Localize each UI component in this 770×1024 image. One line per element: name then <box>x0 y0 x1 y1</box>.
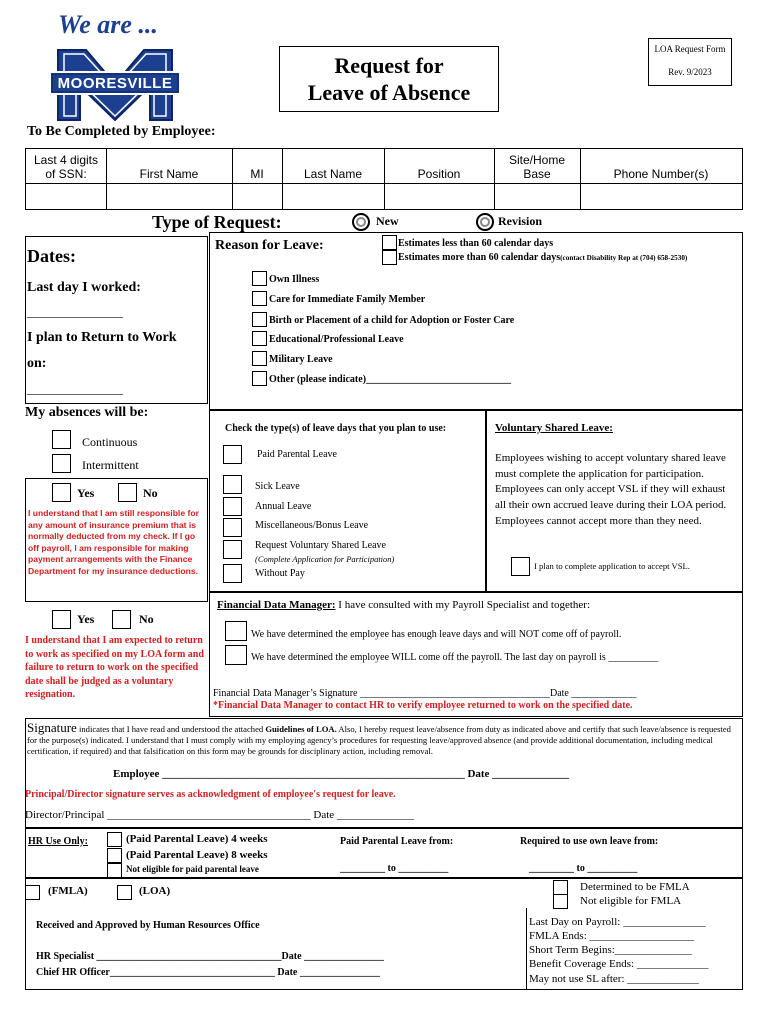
employee-signature-line[interactable]: Employee _______________________________________________________ Date ______________ <box>113 768 570 780</box>
duration-more-text: Estimates more than 60 calendar days <box>398 252 561 263</box>
reason-educational-checkbox[interactable] <box>252 331 267 346</box>
reason-military-checkbox[interactable] <box>252 351 267 366</box>
ppl-not-eligible-checkbox[interactable] <box>107 863 122 878</box>
reason-birth-checkbox[interactable] <box>252 312 267 327</box>
finance-option1-label: We have determined the employee has enough leave days and will NOT come off of payroll. <box>251 629 622 640</box>
finance-option1-checkbox[interactable] <box>225 621 247 641</box>
fmla-not-eligible-label: Not eligible for FMLA <box>580 895 682 907</box>
finance-intro: I have consulted with my Payroll Specialist and together: <box>338 599 591 611</box>
intermittent-label: Intermittent <box>82 458 139 472</box>
fmla-determined-checkbox[interactable] <box>553 880 568 895</box>
vsl-body: Employees wishing to accept voluntary shared leave must complete the application for participation. Employees can only accept VSL if they will exhaust all their own accrued leave during their LOA period. Employees cannot accept more than they need. <box>495 452 727 527</box>
vsl-request-checkbox[interactable] <box>223 540 242 559</box>
misc-leave-checkbox[interactable] <box>223 518 242 537</box>
fmla-not-eligible-checkbox[interactable] <box>553 894 568 909</box>
loa-label: (LOA) <box>139 885 171 897</box>
finance-heading: Financial Data Manager: <box>217 599 336 611</box>
without-pay-checkbox[interactable] <box>223 564 242 583</box>
paid-parental-checkbox[interactable] <box>223 445 242 464</box>
ssn-field[interactable] <box>28 185 104 207</box>
vsl-request-label: Request Voluntary Shared Leave <box>255 540 386 551</box>
continuous-checkbox[interactable] <box>52 430 71 449</box>
signature-text-post: Also, I hereby request leave/absence from duty as indicated above and certify that such leave/absence is requested for the purpose(s) indicated. I understand that I must comply with my employing agency’s procedures for requesting leave/approved absence (and provide additional documentation, including medical certification, if required) and that falsification on this form may be grounds for disciplinary action, including removal. <box>27 724 731 756</box>
insurance-yes-label: Yes <box>77 486 95 500</box>
revision-radio[interactable] <box>476 213 494 231</box>
without-pay-label: Without Pay <box>255 568 305 579</box>
reason-own-illness-label: Own Illness <box>269 274 320 285</box>
continuous-label: Continuous <box>82 435 138 449</box>
leave-days-box <box>209 410 486 592</box>
ppl-4weeks-checkbox[interactable] <box>107 832 122 847</box>
misc-leave-label: Miscellaneous/Bonus Leave <box>255 520 369 531</box>
first-name-field[interactable] <box>108 185 230 207</box>
employee-info-table <box>25 148 743 210</box>
last-day-blank[interactable]: ________________ <box>27 305 123 319</box>
ppl-4weeks-label: (Paid Parental Leave) 4 weeks <box>126 833 268 845</box>
fmla-label: (FMLA) <box>48 885 88 897</box>
last-name-field[interactable] <box>286 185 382 207</box>
annual-leave-checkbox[interactable] <box>223 497 242 516</box>
duration-more-label <box>398 252 687 263</box>
reason-label: Reason for Leave: <box>215 238 324 253</box>
vsl-participation-note: (Complete Application for Participation) <box>255 554 395 564</box>
finance-heading-line <box>217 599 590 611</box>
col-site: Site/Home Base <box>508 153 566 181</box>
col-first-name: First Name <box>139 167 199 181</box>
ppl-8weeks-checkbox[interactable] <box>107 848 122 863</box>
last-day-payroll-field[interactable]: Last Day on Payroll: _______________ <box>529 916 706 928</box>
insurance-no-checkbox[interactable] <box>118 483 137 502</box>
signature-text-pre: indicates that I have read and understood the attached <box>76 724 266 734</box>
benefit-ends-field[interactable]: Benefit Coverage Ends: _____________ <box>529 958 709 970</box>
return-yes-checkbox[interactable] <box>52 610 71 629</box>
signature-lead: Signature <box>27 720 77 735</box>
col-ssn: Last 4 digits of SSN: <box>33 153 99 181</box>
vsl-accept-label: I plan to complete application to accept VSL. <box>534 561 690 571</box>
employee-section-heading: To Be Completed by Employee: <box>27 124 216 139</box>
reason-other-checkbox[interactable] <box>252 371 267 386</box>
fmla-ends-field[interactable]: FMLA Ends: ___________________ <box>529 930 695 942</box>
hr-specialist-line[interactable]: HR Specialist _____________________________________Date ________________ <box>36 951 385 962</box>
site-field[interactable] <box>496 185 578 207</box>
title-box <box>279 46 499 112</box>
signature-statement <box>27 722 741 757</box>
phone-field[interactable] <box>582 185 740 207</box>
return-no-label: No <box>139 612 154 626</box>
duration-more-checkbox[interactable] <box>382 250 397 265</box>
own-leave-range[interactable]: _________ to __________ <box>529 863 638 874</box>
hr-use-only-label: HR Use Only: <box>28 836 88 847</box>
col-last-name: Last Name <box>303 167 363 181</box>
logo <box>50 10 180 120</box>
ppl-range[interactable]: _________ to __________ <box>340 863 449 874</box>
reason-family-checkbox[interactable] <box>252 291 267 306</box>
page-title-line1: Request for <box>334 53 444 78</box>
chief-hr-line[interactable]: Chief HR Officer_________________________________ Date ________________ <box>36 967 380 978</box>
return-on-label: on: <box>27 356 47 371</box>
hr-received-label: Received and Approved by Human Resources Office <box>36 920 260 931</box>
principal-signature-line[interactable]: Director/Principal _____________________________________ Date ______________ <box>25 809 414 821</box>
duration-less-label: Estimates less than 60 calendar days <box>398 238 554 249</box>
ppl-8weeks-label: (Paid Parental Leave) 8 weeks <box>126 849 268 861</box>
return-label: I plan to Return to Work <box>27 330 177 345</box>
loa-checkbox[interactable] <box>117 885 132 900</box>
paid-parental-label: Paid Parental Leave <box>257 449 337 460</box>
intermittent-checkbox[interactable] <box>52 454 71 473</box>
new-label: New <box>376 214 399 228</box>
col-mi: MI <box>250 167 264 181</box>
sick-leave-checkbox[interactable] <box>223 475 242 494</box>
insurance-no-label: No <box>143 486 158 500</box>
principal-note: Principal/Director signature serves as acknowledgment of employee's request for leave. <box>25 789 396 800</box>
reason-own-illness-checkbox[interactable] <box>252 271 267 286</box>
reason-other-label: Other (please indicate)_____________________________ <box>269 374 512 385</box>
form-id-box <box>648 38 732 86</box>
ppl-from-label: Paid Parental Leave from: <box>340 836 454 847</box>
vsl-heading: Voluntary Shared Leave: <box>495 422 613 434</box>
return-yes-label: Yes <box>77 612 95 626</box>
vsl-accept-checkbox[interactable] <box>511 557 530 576</box>
insurance-yes-checkbox[interactable] <box>52 483 71 502</box>
reason-military-label: Military Leave <box>269 354 333 365</box>
form-name: LOA Request Form <box>654 44 726 54</box>
finance-option2-checkbox[interactable] <box>225 645 247 665</box>
annual-leave-label: Annual Leave <box>255 501 312 512</box>
reason-birth-label: Birth or Placement of a child for Adoption or Foster Care <box>269 315 515 326</box>
last-day-label: Last day I worked: <box>27 280 141 295</box>
col-phone: Phone Number(s) <box>613 167 709 181</box>
logo-tagline: We are ... <box>58 10 158 39</box>
own-leave-label: Required to use own leave from: <box>520 836 659 847</box>
fmla-checkbox[interactable] <box>25 885 40 900</box>
short-term-field[interactable]: Short Term Begins:______________ <box>529 944 692 956</box>
position-field[interactable] <box>396 185 492 207</box>
absences-heading: My absences will be: <box>25 405 149 420</box>
new-radio[interactable] <box>352 213 370 231</box>
type-of-request-label: Type of Request: <box>152 212 282 232</box>
page-title-line2: Leave of Absence <box>307 80 471 105</box>
reason-family-label: Care for Immediate Family Member <box>269 294 426 305</box>
revision-label: Revision <box>498 214 543 228</box>
dates-heading: Dates: <box>27 246 76 266</box>
form-revision: Rev. 9/2023 <box>668 67 712 77</box>
guidelines-ref: Guidelines of LOA. <box>265 724 337 734</box>
sick-leave-label: Sick Leave <box>255 481 300 492</box>
logo-name: MOORESVILLE <box>57 75 173 92</box>
insurance-text: I understand that I am still responsible for any amount of insurance premium that is normally deducted from my check. If I go off payroll, I am responsible for making payment arrangements with the Finance Department for my insurance deductions. <box>28 508 199 576</box>
ppl-not-eligible-label: Not eligible for paid parental leave <box>126 864 259 874</box>
return-ack-text: I understand that I am expected to return to work as specified on my LOA form and failure to return to work on the specified date shall be judged as a voluntary resignation. <box>25 635 204 700</box>
fmla-determined-label: Determined to be FMLA <box>580 881 690 893</box>
return-blank[interactable]: ________________ <box>27 382 123 396</box>
finance-signature-line[interactable]: Financial Data Manager’s Signature ______________________________________Date _____________ <box>213 688 637 699</box>
reason-educational-label: Educational/Professional Leave <box>269 334 404 345</box>
leave-days-heading: Check the type(s) of leave days that you plan to use: <box>225 423 447 434</box>
finance-option2-label: We have determined the employee WILL come off the payroll. The last day on payroll is __________ <box>251 652 659 663</box>
col-position: Position <box>417 167 461 181</box>
sl-after-field[interactable]: May not use SL after: _____________ <box>529 973 699 985</box>
mi-field[interactable] <box>234 185 280 207</box>
duration-less-checkbox[interactable] <box>382 235 397 250</box>
disability-contact: (contact Disability Rep at (704) 658-2530) <box>560 254 688 262</box>
return-no-checkbox[interactable] <box>112 610 131 629</box>
finance-notice: *Financial Data Manager to contact HR to verify employee returned to work on the specified date. <box>213 700 633 711</box>
